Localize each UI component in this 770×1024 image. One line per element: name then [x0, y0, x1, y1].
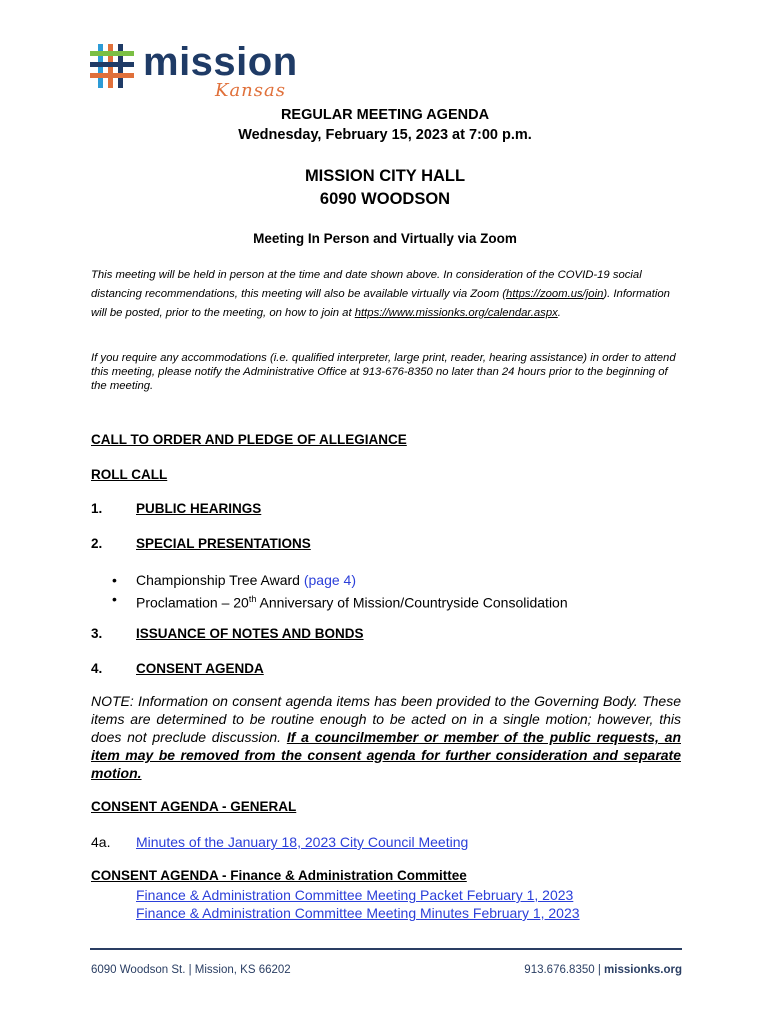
- item-4a-number: 4a.: [91, 834, 111, 850]
- consent-agenda-heading: CONSENT AGENDA: [136, 661, 264, 676]
- item-1-number: 1.: [91, 501, 103, 516]
- bullet-icon: •: [112, 591, 117, 607]
- agenda-header: [0, 105, 770, 145]
- agenda-title: REGULAR MEETING AGENDA: [280, 107, 490, 123]
- location-header: [0, 165, 770, 211]
- notes-bonds-heading: ISSUANCE OF NOTES AND BONDS: [136, 626, 364, 641]
- intro-text-b: ). Information will be posted, prior to the meeting, on how to join at: [91, 288, 670, 319]
- finance-minutes-link[interactable]: Finance & Administration Committee Meeting Minutes February 1, 2023: [136, 905, 580, 921]
- list-item: [112, 590, 568, 613]
- footer-address: 6090 Woodson St. | Mission, KS 66202: [91, 964, 291, 976]
- item-2-number: 2.: [91, 536, 103, 551]
- roll-call-heading: ROLL CALL: [91, 467, 168, 482]
- item-3-number: 3.: [91, 626, 103, 641]
- footer-phone: 913.676.8350 |: [524, 964, 605, 976]
- consent-note: [91, 692, 681, 782]
- bullet-icon: •: [112, 572, 117, 588]
- public-hearings-heading: PUBLIC HEARINGS: [136, 501, 262, 516]
- minutes-link[interactable]: Minutes of the January 18, 2023 City Council Meeting: [136, 834, 469, 850]
- intro-paragraph-accommodations: If you require any accommodations (i.e. qualified interpreter, large print, reader, hearing assistance) in order to attend this meeting, please notify the Administrative Office at 913-676-8350 no later than 24 hours prior to the beginning of the meeting.: [91, 352, 676, 392]
- calendar-link[interactable]: https://www.missionks.org/calendar.aspx: [354, 307, 558, 319]
- mission-logo-mark-icon: [90, 44, 142, 88]
- tree-award-page-link[interactable]: (page 4): [303, 572, 356, 588]
- intro-paragraph-zoom: [91, 266, 681, 323]
- consent-finance-heading: CONSENT AGENDA - Finance & Administration Committee: [91, 868, 467, 883]
- meeting-mode: Meeting In Person and Virtually via Zoom: [253, 231, 517, 246]
- finance-links: [136, 886, 580, 922]
- footer-contact: [524, 964, 682, 976]
- item-4-number: 4.: [91, 661, 103, 676]
- consent-general-heading: CONSENT AGENDA - GENERAL: [91, 799, 297, 814]
- zoom-link[interactable]: https://zoom.us/join: [506, 288, 604, 300]
- consent-note-bold: If a councilmember or member of the public requests, an item may be removed from the consent agenda for further consideration and separate motion.: [91, 729, 681, 781]
- logo-word: mission: [143, 40, 298, 84]
- location-address: 6090 WOODSON: [319, 190, 451, 208]
- logo-script: Kansas: [215, 80, 286, 101]
- tree-award-text: Championship Tree Award: [136, 572, 304, 588]
- mission-logo: [90, 42, 310, 104]
- location-name: MISSION CITY HALL: [304, 167, 466, 185]
- intro-text-a: This meeting will be held in person at the time and date shown above. In consideration of the COVID-19 social distancing recommendations, this meeting will also be available virtually via Zoom (: [91, 269, 642, 300]
- consent-note-text: NOTE: Information on consent agenda items has been provided to the Governing Body. These items are determined to be routine enough to be acted on in a single motion; however, this does not preclude discussion.: [91, 693, 681, 745]
- finance-packet-link[interactable]: Finance & Administration Committee Meeting Packet February 1, 2023: [136, 887, 574, 903]
- special-presentations-heading: SPECIAL PRESENTATIONS: [136, 536, 311, 551]
- proclamation-text: Proclamation – 20th Anniversary of Mission/Countryside Consolidation: [136, 594, 568, 611]
- footer-divider: [90, 948, 682, 950]
- intro-text-c: .: [557, 307, 561, 319]
- call-to-order-heading: CALL TO ORDER AND PLEDGE OF ALLEGIANCE: [91, 432, 407, 447]
- list-item: [112, 571, 568, 590]
- agenda-date: Wednesday, February 15, 2023 at 7:00 p.m.: [238, 127, 532, 143]
- presentations-list: [112, 571, 568, 613]
- footer-site: missionks.org: [604, 964, 682, 976]
